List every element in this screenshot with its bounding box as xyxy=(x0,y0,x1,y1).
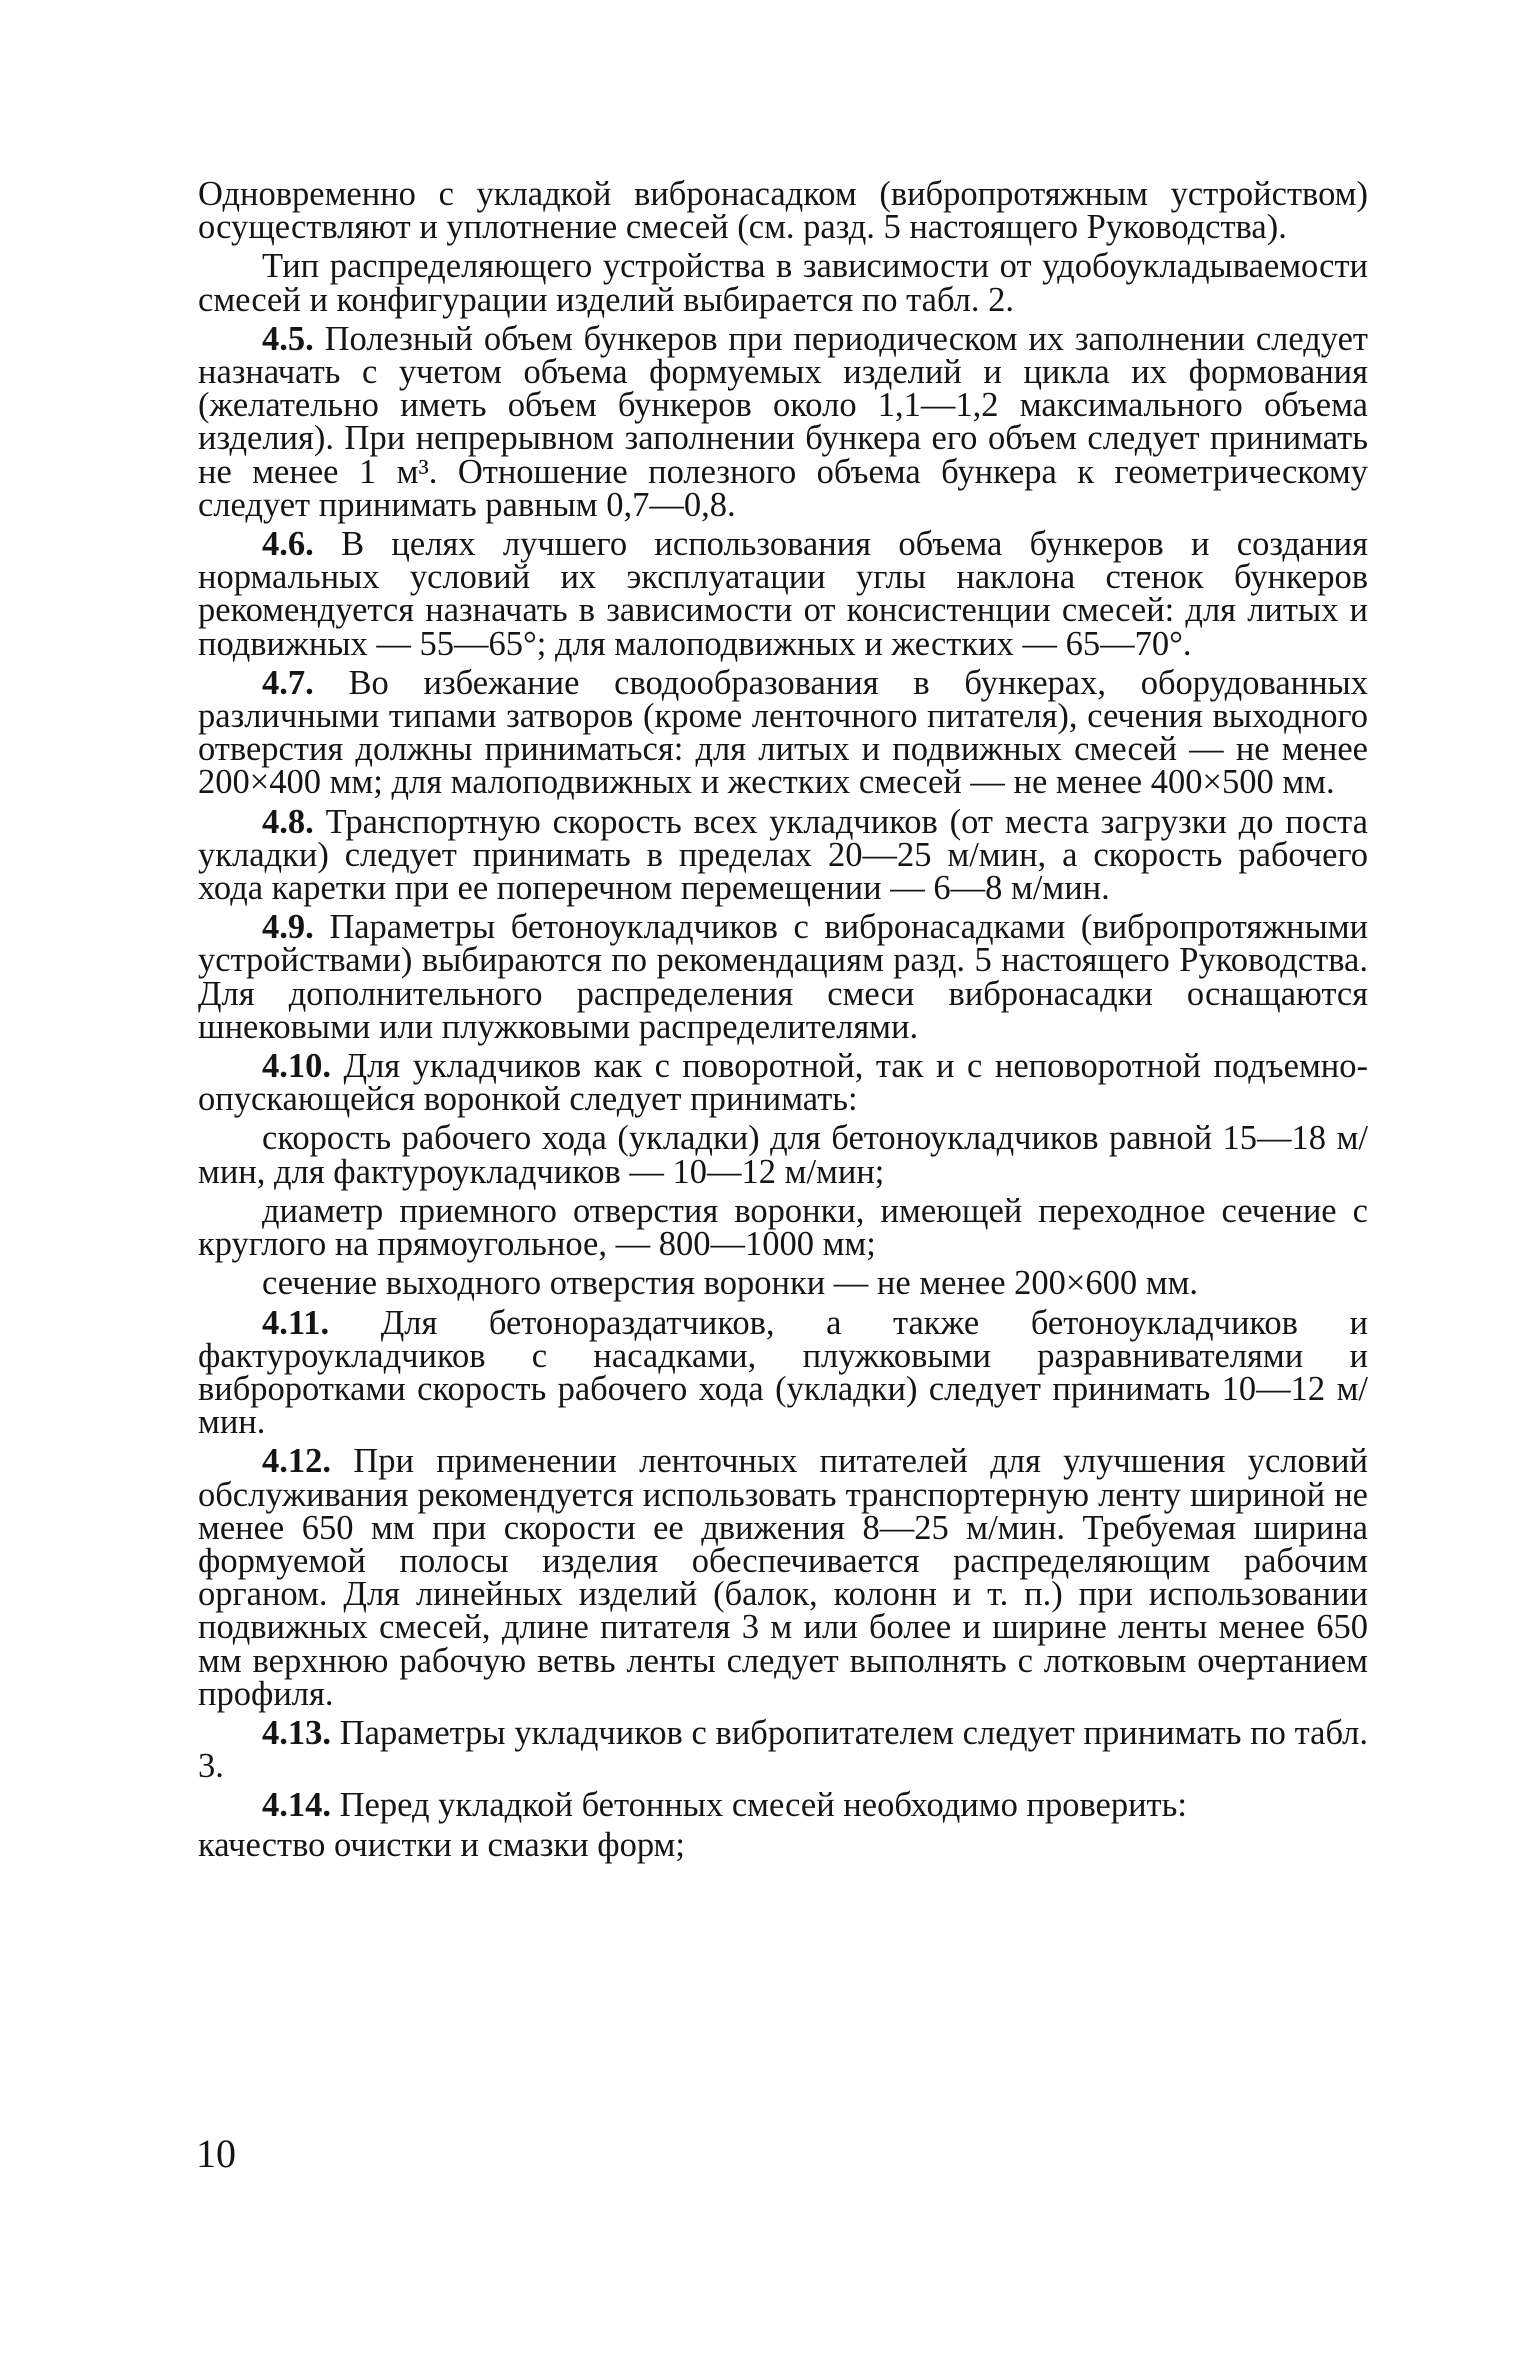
clause-number: 4.7. xyxy=(262,663,314,702)
paragraph-text: качество очистки и смазки форм; xyxy=(198,1825,685,1864)
paragraph-text: Для бетонораздатчиков, а также бетоноукладчиков и фактуроукладчиков с насадками, плужковыми разравнивателями и виброротками скорость рабочего хода (укладки) следует принимать 10—12 м/мин. xyxy=(198,1303,1368,1442)
paragraph-text: диаметр приемного отверстия воронки, имеющей переходное сечение с круглого на прямоугольное, — 800—1000 мм; xyxy=(198,1191,1368,1264)
paragraph-text: Во избежание сводообразования в бункерах, оборудованных различными типами затворов (кроме ленточного питателя), сечения выходного отверстия должны приниматься: для литых и подвижных смесей — не менее 200×400 мм; для малоподвижных и жестких смесей — не менее 400×500 мм. xyxy=(198,663,1368,802)
clause-number: 4.12. xyxy=(262,1442,331,1481)
paragraph-text: Транспортную скорость всех укладчиков (от места загрузки до поста укладки) следует принимать в пределах 20—25 м/мин, а скорость рабочего хода каретки при ее поперечном перемещении — 6—8 м/мин. xyxy=(198,802,1368,908)
clause-number: 4.5. xyxy=(262,319,314,358)
paragraph-text: В целях лучшего использования объема бункеров и создания нормальных условий их эксплуатации углы наклона стенок бункеров рекомендуется назначать в зависимости от консистенции смесей: для литых и подвижных — 55—65°; для малоподвижных и жестких — 65—70°. xyxy=(198,525,1368,663)
clause-number: 4.13. xyxy=(262,1713,331,1752)
paragraph xyxy=(198,802,1368,908)
paragraph xyxy=(198,1786,1368,1825)
paragraph xyxy=(198,1264,1368,1303)
paragraph xyxy=(198,1442,1368,1713)
paragraph xyxy=(198,1713,1368,1786)
paragraph-text: скорость рабочего хода (укладки) для бетоноукладчиков равной 15—18 м/мин, для фактуроукладчиков — 10—12 м/мин; xyxy=(198,1119,1368,1191)
paragraph xyxy=(198,319,1368,524)
clause-number: 4.8. xyxy=(262,802,314,841)
clause-number: 4.9. xyxy=(262,908,314,947)
clause-number: 4.10. xyxy=(262,1047,331,1086)
paragraph xyxy=(198,1047,1368,1119)
paragraph xyxy=(198,1825,1368,1864)
paragraph-text: Параметры бетоноукладчиков с вибронасадками (вибропротяжными устройствами) выбираются по рекомендациям разд. 5 настоящего Руководства. Для дополнительного распределения смеси вибронасадки оснащаются шнековыми или плужковыми распределителями. xyxy=(198,908,1368,1046)
document-body xyxy=(198,175,1368,1868)
clause-number: 4.11. xyxy=(262,1303,330,1342)
paragraph-text: При применении ленточных питателей для улучшения условий обслуживания рекомендуется использовать транспортерную ленту шириной не менее 650 мм при скорости ее движения 8—25 м/мин. Требуемая ширина формуемой полосы изделия обеспечивается распределяющим рабочим органом. Для линейных изделий (балок, колонн и т. п.) при использовании подвижных смесей, длине питателя 3 м или более и ширине ленты менее 650 мм верхнюю рабочую ветвь ленты следует выполнять с лотковым очертанием профиля. xyxy=(198,1442,1368,1713)
paragraph-text: Перед укладкой бетонных смесей необходимо проверить: xyxy=(331,1786,1187,1825)
paragraph-text: Для укладчиков как с поворотной, так и с неповоротной подъемно-опускающейся воронкой следует принимать: xyxy=(198,1047,1368,1119)
paragraph xyxy=(198,1303,1368,1442)
clause-number: 4.6. xyxy=(262,525,314,564)
page-number: 10 xyxy=(196,2131,236,2176)
paragraph xyxy=(198,908,1368,1046)
paragraph-text: Тип распределяющего устройства в зависимости от удобоукладываемости смесей и конфигурации изделий выбирается по табл. 2. xyxy=(198,247,1368,319)
paragraph-text: Одновременно с укладкой вибронасадком (вибропротяжным устройством) осуществляют и уплотнение смесей (см. разд. 5 настоящего Руководства). xyxy=(198,175,1368,247)
paragraph xyxy=(198,175,1368,247)
clause-number: 4.14. xyxy=(262,1786,331,1825)
paragraph xyxy=(198,663,1368,802)
paragraph xyxy=(198,247,1368,319)
paragraph xyxy=(198,1119,1368,1191)
paragraph-text: Полезный объем бункеров при периодическом их заполнении следует назначать с учетом объема формуемых изделий и цикла их формования (желательно иметь объем бункеров около 1,1—1,2 максимального объема изделия). При непрерывном заполнении бункера его объем следует принимать не менее 1 м³. Отношение полезного объема бункера к геометрическому следует принимать равным 0,7—0,8. xyxy=(198,319,1368,524)
paragraph-text: сечение выходного отверстия воронки — не менее 200×600 мм. xyxy=(262,1264,1199,1303)
paragraph xyxy=(198,525,1368,663)
paragraph-text: Параметры укладчиков с вибропитателем следует принимать по табл. 3. xyxy=(198,1713,1368,1786)
paragraph xyxy=(198,1191,1368,1264)
